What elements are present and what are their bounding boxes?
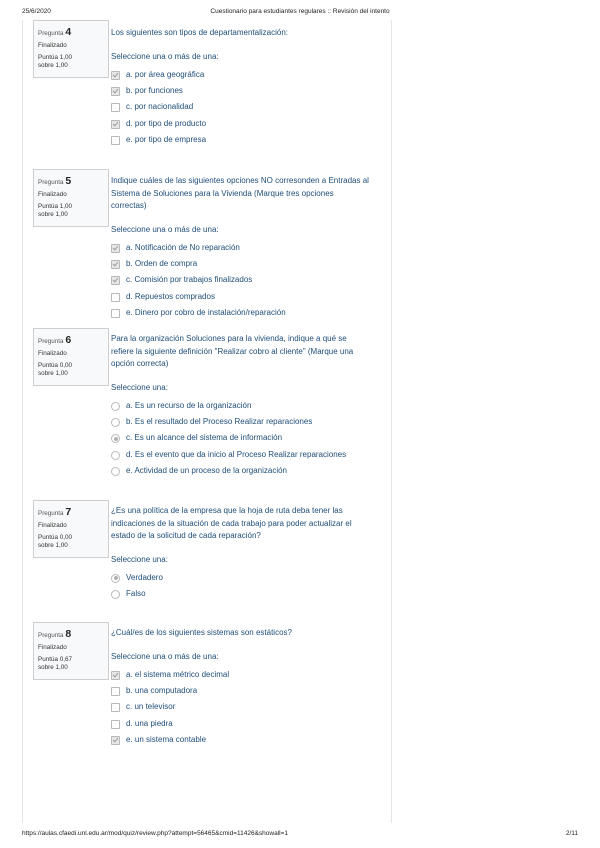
radio-unselected[interactable] bbox=[111, 590, 120, 599]
answer-label: e. Dinero por cobro de instalación/reparación bbox=[126, 308, 286, 318]
question-state: Finalizado bbox=[38, 644, 67, 652]
answer-option[interactable] bbox=[111, 289, 371, 305]
answer-option[interactable] bbox=[111, 716, 371, 732]
answer-label: c. un televisor bbox=[126, 702, 176, 712]
quiz-review-frame bbox=[22, 20, 392, 823]
question-number: 8 bbox=[65, 628, 72, 640]
answer-label: d. por tipo de producto bbox=[126, 118, 207, 128]
question-label: Pregunta bbox=[38, 338, 64, 345]
question-info-box bbox=[33, 622, 109, 680]
answer-label: d. una piedra bbox=[126, 718, 173, 728]
question-state: Finalizado bbox=[38, 42, 67, 50]
checkbox-unchecked[interactable] bbox=[111, 703, 120, 712]
radio-unselected[interactable] bbox=[111, 451, 120, 460]
question-text: ¿Cuál/es de los siguientes sistemas son estáticos? bbox=[111, 628, 292, 637]
question-grade: Puntúa 1,00 bbox=[38, 202, 72, 210]
question-info-box bbox=[33, 169, 109, 227]
question-number: 4 bbox=[65, 26, 72, 38]
answer-option[interactable] bbox=[111, 586, 371, 602]
question-info-box bbox=[33, 500, 109, 558]
question-label: Pregunta bbox=[38, 179, 64, 186]
question-max-grade: sobre 1,00 bbox=[38, 663, 68, 671]
answer-prompt: Seleccione una: bbox=[111, 382, 168, 392]
question-content bbox=[111, 505, 371, 603]
answer-prompt: Seleccione una o más de una: bbox=[111, 51, 219, 61]
question-max-grade: sobre 1,00 bbox=[38, 369, 68, 377]
page-title: Cuestionario para estudiantes regulares :: Revisión del intento bbox=[210, 8, 390, 15]
question-grade: Puntúa 0,67 bbox=[38, 655, 72, 663]
answer-label: a. por área geográfica bbox=[126, 69, 205, 79]
answer-option[interactable] bbox=[111, 100, 371, 116]
question-number: 6 bbox=[65, 334, 72, 346]
question-info-box bbox=[33, 328, 109, 386]
checkbox-checked[interactable] bbox=[111, 244, 120, 253]
answer-option[interactable] bbox=[111, 447, 371, 463]
question-content bbox=[111, 175, 371, 321]
checkbox-checked[interactable] bbox=[111, 71, 120, 80]
answer-option[interactable] bbox=[111, 431, 371, 447]
answer-label: b. Orden de compra bbox=[126, 259, 198, 269]
answer-option[interactable] bbox=[111, 398, 371, 414]
question-label: Pregunta bbox=[38, 632, 64, 639]
answer-option[interactable] bbox=[111, 256, 371, 272]
answer-prompt: Seleccione una: bbox=[111, 554, 168, 564]
answer-label: e. Actividad de un proceso de la organización bbox=[126, 466, 287, 476]
question-grade: Puntúa 0,00 bbox=[38, 533, 72, 541]
answer-label: b. Es el resultado del Proceso Realizar reparaciones bbox=[126, 417, 313, 427]
question-state: Finalizado bbox=[38, 191, 67, 199]
radio-unselected[interactable] bbox=[111, 418, 120, 427]
question-content bbox=[111, 27, 371, 148]
question-label: Pregunta bbox=[38, 30, 64, 37]
question-max-grade: sobre 1,00 bbox=[38, 210, 68, 218]
question-max-grade: sobre 1,00 bbox=[38, 541, 68, 549]
print-header bbox=[0, 8, 600, 20]
question-text: Los siguientes son tipos de departamentalización: bbox=[111, 28, 288, 37]
answer-label: d. Es el evento que da inicio al Proceso Realizar reparaciones bbox=[126, 449, 347, 459]
answer-label: a. Es un recurso de la organización bbox=[126, 400, 252, 410]
answer-label: a. Notificación de No reparación bbox=[126, 242, 240, 252]
answer-label: c. Es un alcance del sistema de información bbox=[126, 433, 283, 443]
answer-option[interactable] bbox=[111, 240, 371, 256]
answer-label: e. un sistema contable bbox=[126, 735, 207, 745]
answer-option[interactable] bbox=[111, 132, 371, 148]
checkbox-unchecked[interactable] bbox=[111, 309, 120, 318]
answer-label: c. Comisión por trabajos finalizados bbox=[126, 275, 253, 285]
question-content bbox=[111, 627, 371, 748]
checkbox-checked[interactable] bbox=[111, 120, 120, 129]
checkbox-unchecked[interactable] bbox=[111, 293, 120, 302]
radio-unselected[interactable] bbox=[111, 402, 120, 411]
answer-option[interactable] bbox=[111, 463, 371, 479]
answer-option[interactable] bbox=[111, 116, 371, 132]
answer-option[interactable] bbox=[111, 570, 371, 586]
answer-option[interactable] bbox=[111, 305, 371, 321]
question-info-box bbox=[33, 20, 109, 78]
question-text: Indique cuáles de las siguientes opciones NO corresonden a Entradas al Sistema de Soluciones para la Vivienda (Marque tres opciones correctas) bbox=[111, 176, 369, 210]
question-grade: Puntúa 0,00 bbox=[38, 361, 72, 369]
answer-option[interactable] bbox=[111, 83, 371, 99]
print-footer bbox=[0, 830, 600, 842]
answer-option[interactable] bbox=[111, 67, 371, 83]
checkbox-unchecked[interactable] bbox=[111, 687, 120, 696]
radio-selected[interactable] bbox=[111, 434, 120, 443]
page-number: 2/11 bbox=[565, 830, 578, 837]
print-date: 25/6/2020 bbox=[22, 8, 51, 15]
checkbox-checked[interactable] bbox=[111, 276, 120, 285]
answer-prompt: Seleccione una o más de una: bbox=[111, 651, 219, 661]
answer-option[interactable] bbox=[111, 732, 371, 748]
answer-label: a. el sistema métrico decimal bbox=[126, 669, 230, 679]
checkbox-checked[interactable] bbox=[111, 87, 120, 96]
answer-option[interactable] bbox=[111, 683, 371, 699]
checkbox-unchecked[interactable] bbox=[111, 136, 120, 145]
checkbox-checked[interactable] bbox=[111, 671, 120, 680]
answer-option[interactable] bbox=[111, 667, 371, 683]
question-content bbox=[111, 333, 371, 479]
page-url: https://aulas.cfaedi.unl.edu.ar/mod/quiz/review.php?attempt=56465&cmid=11426&showall=1 bbox=[22, 830, 289, 837]
question-state: Finalizado bbox=[38, 350, 67, 358]
question-text: ¿Es una política de la empresa que la hoja de ruta deba tener las indicaciones de la situación de cada trabajo para poder actualizar el estado de la solicitud de cada reparación? bbox=[111, 506, 352, 540]
radio-selected[interactable] bbox=[111, 574, 120, 583]
question-number: 5 bbox=[65, 175, 72, 187]
answer-option[interactable] bbox=[111, 700, 371, 716]
answer-option[interactable] bbox=[111, 414, 371, 430]
answer-label: b. por funciones bbox=[126, 86, 183, 96]
question-state: Finalizado bbox=[38, 522, 67, 530]
answer-prompt: Seleccione una o más de una: bbox=[111, 224, 219, 234]
question-text: Para la organización Soluciones para la vivienda, indique a qué se refiere la siguiente definición "Realizar cobro al cliente" (Marque una opción correcta) bbox=[111, 334, 354, 368]
answer-label: e. por tipo de empresa bbox=[126, 135, 207, 145]
checkbox-checked[interactable] bbox=[111, 736, 120, 745]
answer-label: Verdadero bbox=[126, 572, 163, 582]
question-max-grade: sobre 1,00 bbox=[38, 61, 68, 69]
checkbox-unchecked[interactable] bbox=[111, 103, 120, 112]
radio-unselected[interactable] bbox=[111, 467, 120, 476]
answer-label: d. Repuestos comprados bbox=[126, 291, 215, 301]
answer-option[interactable] bbox=[111, 273, 371, 289]
question-grade: Puntúa 1,00 bbox=[38, 53, 72, 61]
question-number: 7 bbox=[65, 506, 72, 518]
answer-label: b. una computadora bbox=[126, 686, 198, 696]
checkbox-unchecked[interactable] bbox=[111, 720, 120, 729]
answer-label: c. por nacionalidad bbox=[126, 102, 194, 112]
question-label: Pregunta bbox=[38, 510, 64, 517]
answer-label: Falso bbox=[126, 589, 146, 599]
checkbox-checked[interactable] bbox=[111, 260, 120, 269]
